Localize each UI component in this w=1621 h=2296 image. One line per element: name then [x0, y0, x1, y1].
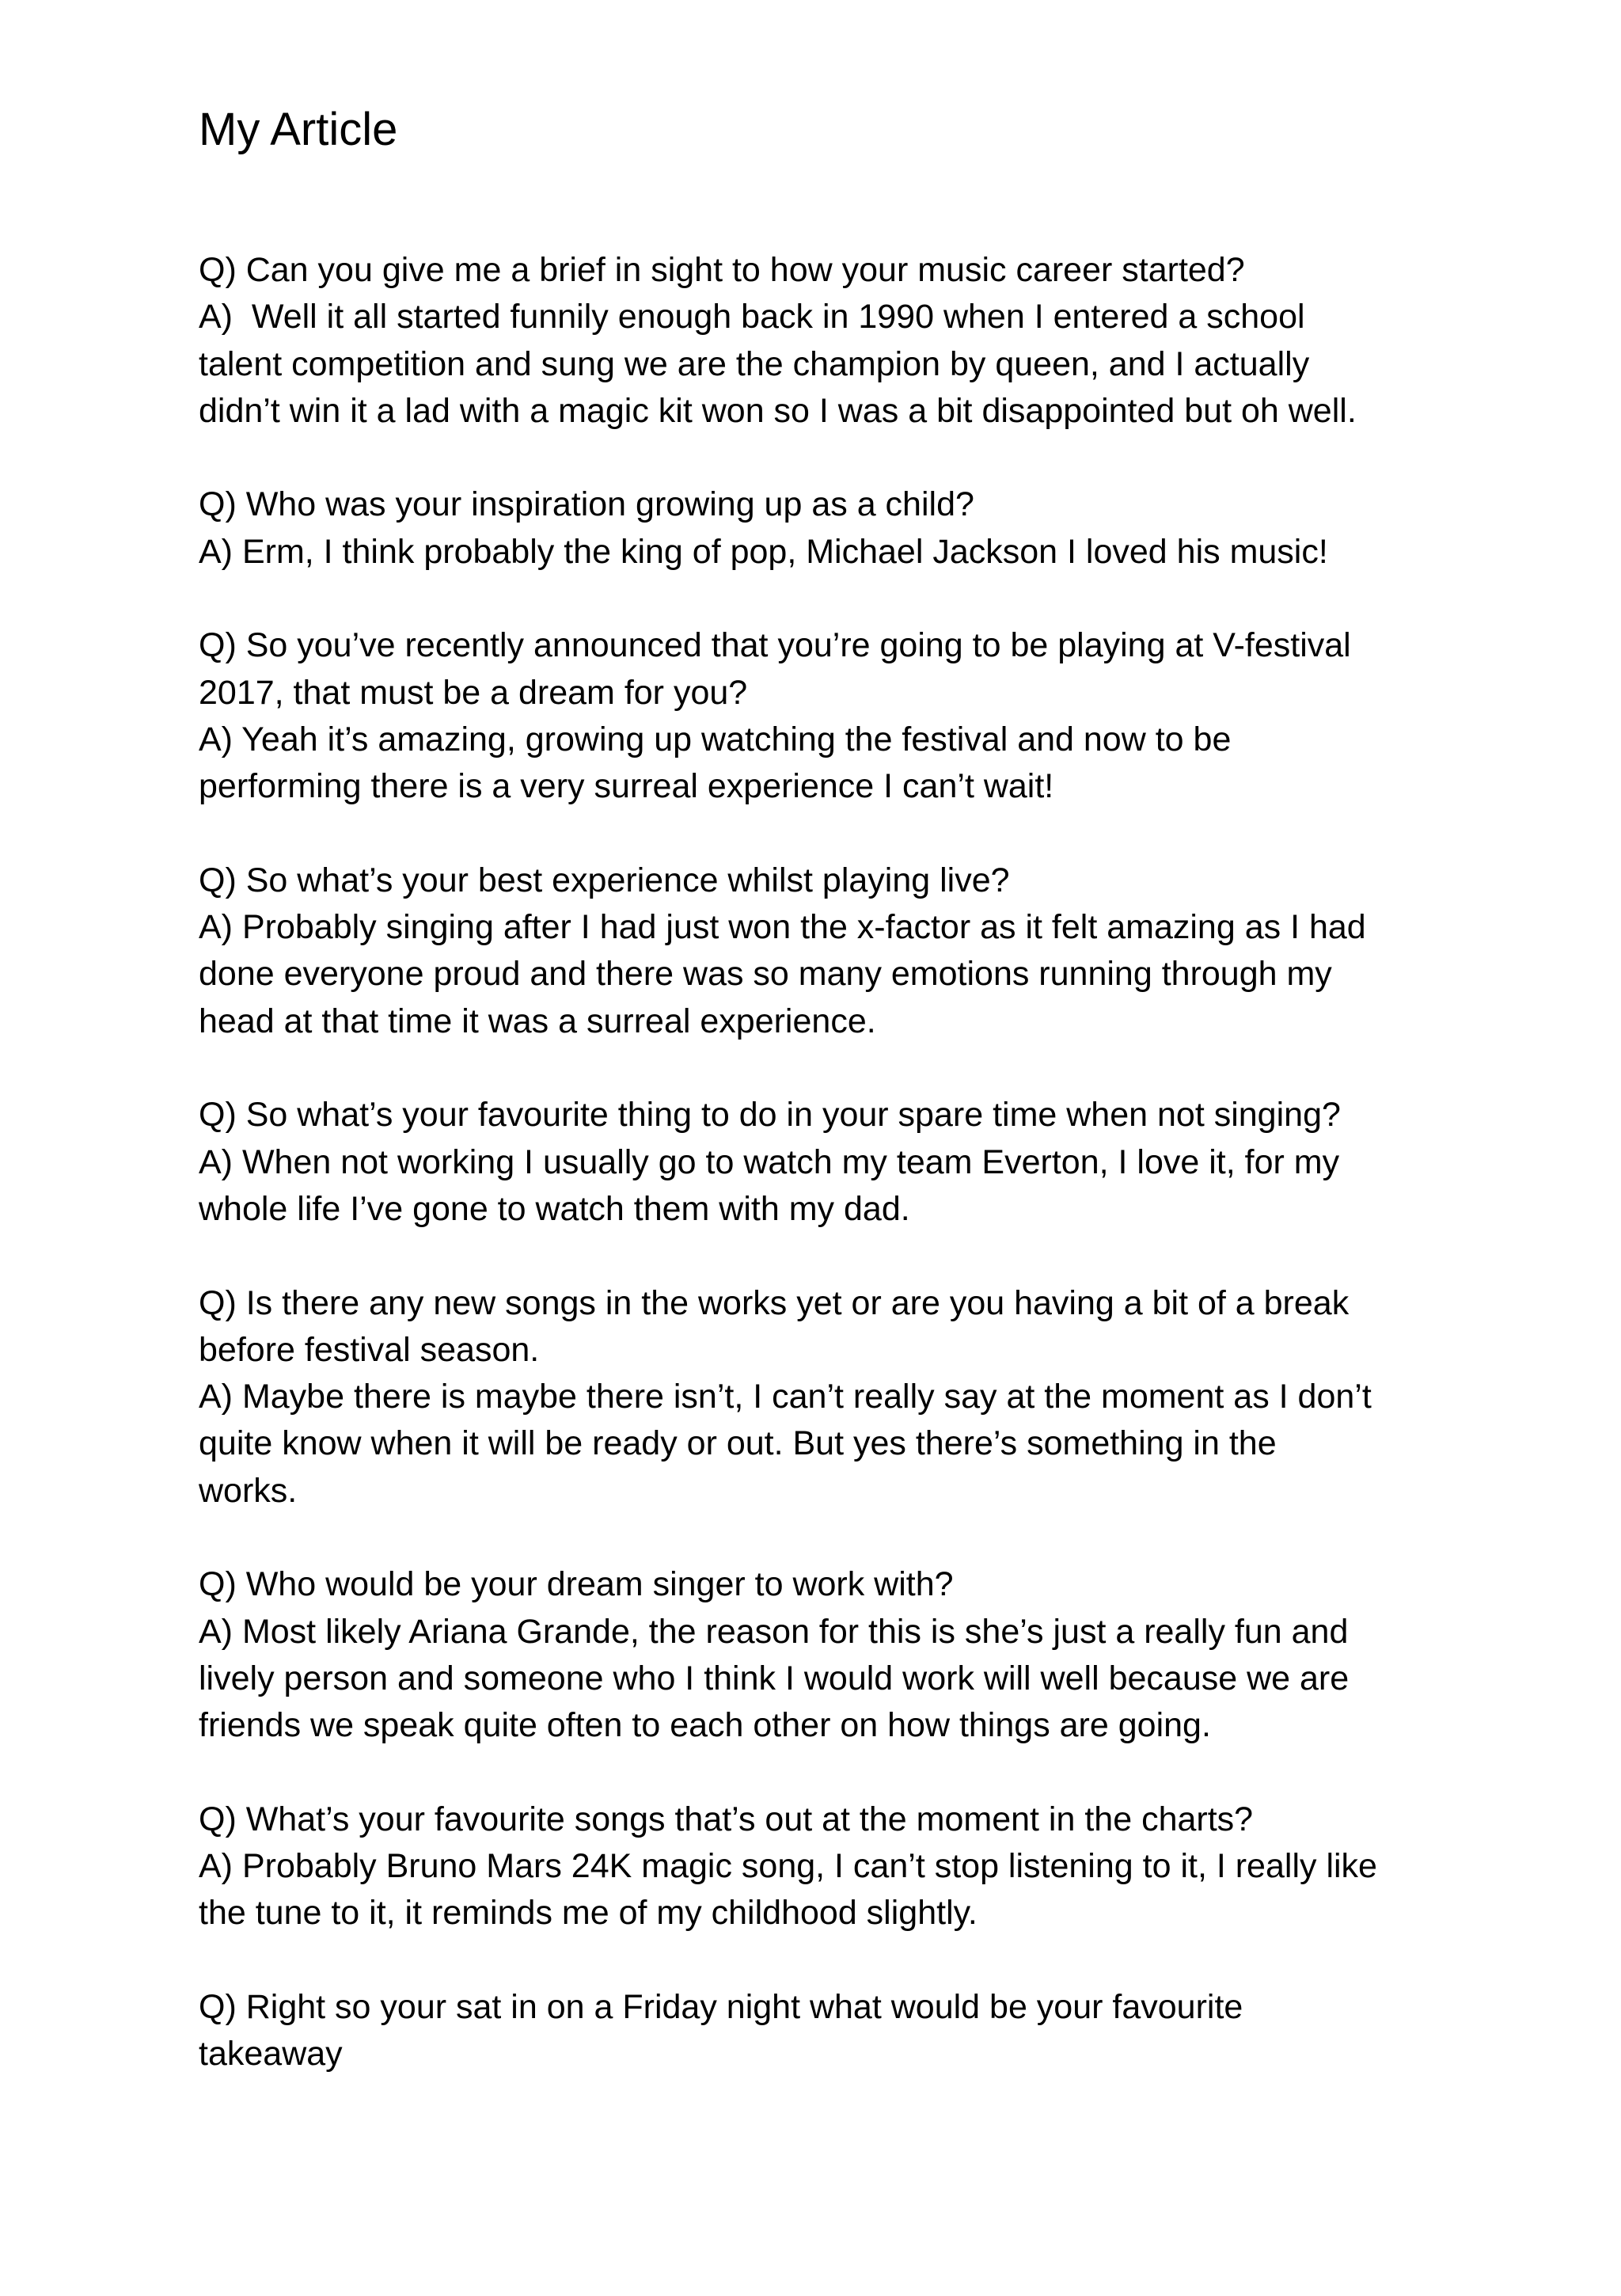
qa-item: [199, 622, 1592, 810]
qa-item: [199, 1561, 1592, 1749]
question-line: Q) Who would be your dream singer to work with?: [199, 1565, 954, 1604]
answer-line: A) Most likely Ariana Grande, the reason for this is she’s just a really fun and: [199, 1612, 1349, 1651]
question-line: Q) Who was your inspiration growing up as a child?: [199, 485, 974, 524]
answer-line: didn’t win it a lad with a magic kit won so I was a bit disappointed but oh well.: [199, 391, 1357, 430]
answer-line: A) When not working I usually go to watch my team Everton, I love it, for my: [199, 1142, 1340, 1181]
question-line: Q) Can you give me a brief in sight to how your music career started?: [199, 251, 1245, 289]
question-line: Q) So what’s your best experience whilst playing live?: [199, 861, 1010, 899]
answer-line: whole life I’ve gone to watch them with my dad.: [199, 1189, 910, 1228]
answer-line: talent competition and sung we are the champion by queen, and I actually: [199, 344, 1310, 383]
question-line: 2017, that must be a dream for you?: [199, 673, 748, 712]
answer-line: A) Yeah it’s amazing, growing up watching the festival and now to be: [199, 720, 1232, 758]
question-line: before festival season.: [199, 1330, 540, 1369]
qa-item: [199, 1796, 1592, 1937]
answer-line: A) Well it all started funnily enough back in 1990 when I entered a school: [199, 298, 1305, 336]
answer-line: works.: [199, 1471, 298, 1510]
question-line: Q) What’s your favourite songs that’s out at the moment in the charts?: [199, 1800, 1254, 1838]
answer-line: done everyone proud and there was so many emotions running through my: [199, 955, 1332, 994]
answer-line: A) Probably Bruno Mars 24K magic song, I can’t stop listening to it, I really like: [199, 1847, 1377, 1886]
question-line: Q) So you’ve recently announced that you’re going to be playing at V-festival: [199, 626, 1351, 665]
question-line: Q) So what’s your favourite thing to do in your spare time when not singing?: [199, 1096, 1341, 1135]
qa-item: [199, 857, 1592, 1045]
document-title: My Article: [199, 104, 398, 155]
qa-item: [199, 481, 1592, 576]
answer-line: quite know when it will be ready or out. But yes there’s something in the: [199, 1424, 1277, 1463]
qa-item: [199, 1092, 1592, 1233]
qa-item: [199, 1984, 1592, 2078]
qa-item: [199, 1280, 1592, 1515]
question-line: Q) Is there any new songs in the works yet or are you having a bit of a break: [199, 1283, 1350, 1322]
qa-item: [199, 247, 1592, 435]
answer-line: A) Maybe there is maybe there isn’t, I can’t really say at the moment as I don’t: [199, 1378, 1372, 1416]
question-line: Q) Right so your sat in on a Friday night what would be your favourite: [199, 1987, 1243, 2026]
answer-line: head at that time it was a surreal experience.: [199, 1002, 876, 1040]
answer-line: lively person and someone who I think I would work will well because we are: [199, 1659, 1350, 1697]
question-line: takeaway: [199, 2035, 343, 2074]
answer-line: performing there is a very surreal experience I can’t wait!: [199, 767, 1054, 806]
answer-line: the tune to it, it reminds me of my childhood slightly.: [199, 1894, 978, 1933]
article-body: [199, 247, 1592, 2125]
answer-line: friends we speak quite often to each other on how things are going.: [199, 1706, 1211, 1745]
answer-line: A) Erm, I think probably the king of pop, Michael Jackson I loved his music!: [199, 532, 1328, 571]
answer-line: A) Probably singing after I had just won the x-factor as it felt amazing as I had: [199, 908, 1366, 947]
